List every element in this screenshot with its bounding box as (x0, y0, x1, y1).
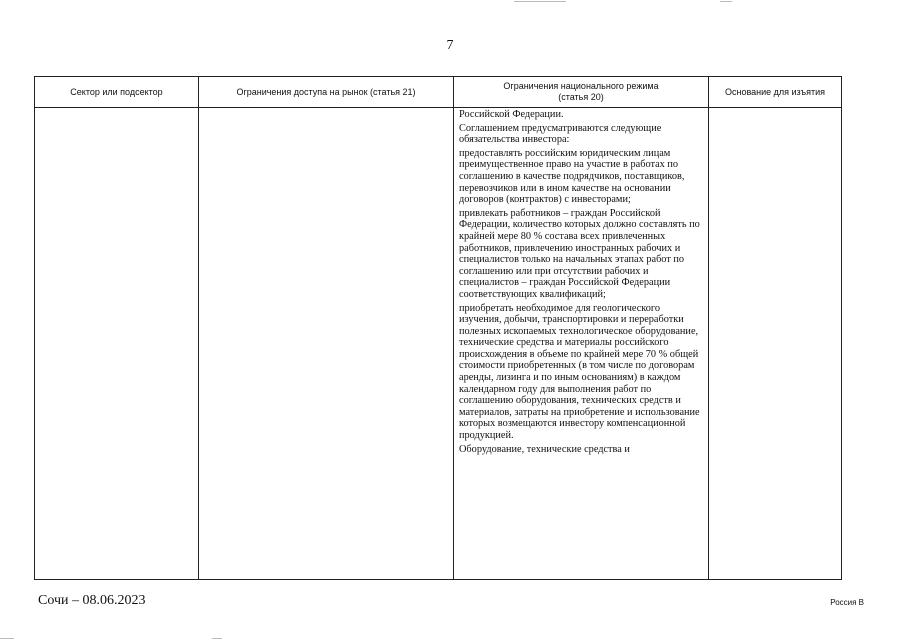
cell-national-treatment (454, 108, 708, 579)
cell-market-access (199, 108, 453, 579)
page-number: 7 (446, 38, 454, 53)
paragraph-workers: привлекать работников – граждан Российской Федерации, количество которых должно составлять по крайней мере 80 % состава всех привлеченных работников, привлечению иностранных рабочих и специалистов только на начальных этапах работ по соглашению или при отсутствии рабочих и специалистов – граждан Российской Федерации соответствующих квалификаций; (459, 207, 700, 300)
table-header-row (35, 77, 841, 108)
paragraph-continued: Оборудование, технические средства и (459, 443, 630, 455)
footer-country-code: Россия B (830, 598, 864, 607)
scan-artifact-bottom-left (0, 638, 14, 639)
header-exemption-basis: Основание для изъятия (724, 86, 826, 97)
scan-artifact-top-right (720, 1, 732, 2)
paragraph-contractors: предоставлять российским юридическим лицам преимущественное право на участие в работах по соглашению в качестве подрядчиков, поставщиков, перевозчиков или в ином качестве на основании договоров (контрактов) с инвесторами; (459, 147, 685, 206)
paragraph-obligations: Соглашением предусматриваются следующие обязательства инвестора: (459, 122, 662, 146)
header-sector: Сектор или подсектор (70, 86, 163, 97)
scan-artifact-bottom (212, 638, 222, 639)
header-market-access: Ограничения доступа на рынок (статья 21) (236, 86, 416, 97)
cell-exemption-basis (709, 108, 841, 579)
footer-location-date: Сочи – 08.06.2023 (38, 593, 146, 608)
header-national-treatment (454, 77, 708, 107)
header-national-treatment-line1: Ограничения национального режима (503, 81, 659, 91)
paragraph-equipment: приобретать необходимое для геологического изучения, добычи, транспортировки и переработки полезных ископаемых технологическое оборудование, технические средства и материалы российского происхождения в объеме по крайней мере 70 % общей стоимости приобретенных (в том числе по договорам аренды, лизинга и по иным основаниям) в каждом календарном году для выполнения работ по соглашению оборудования, технических средств и материалов, затраты на приобретение и использование которых возмещаются инвестору компенсационной продукцией. (459, 302, 700, 442)
header-national-treatment-line2: (статья 20) (558, 92, 604, 102)
exemptions-table (34, 76, 842, 580)
cell-sector (35, 108, 198, 579)
paragraph-intro: Российской Федерации. (459, 109, 564, 120)
scan-artifact-top (514, 1, 566, 2)
